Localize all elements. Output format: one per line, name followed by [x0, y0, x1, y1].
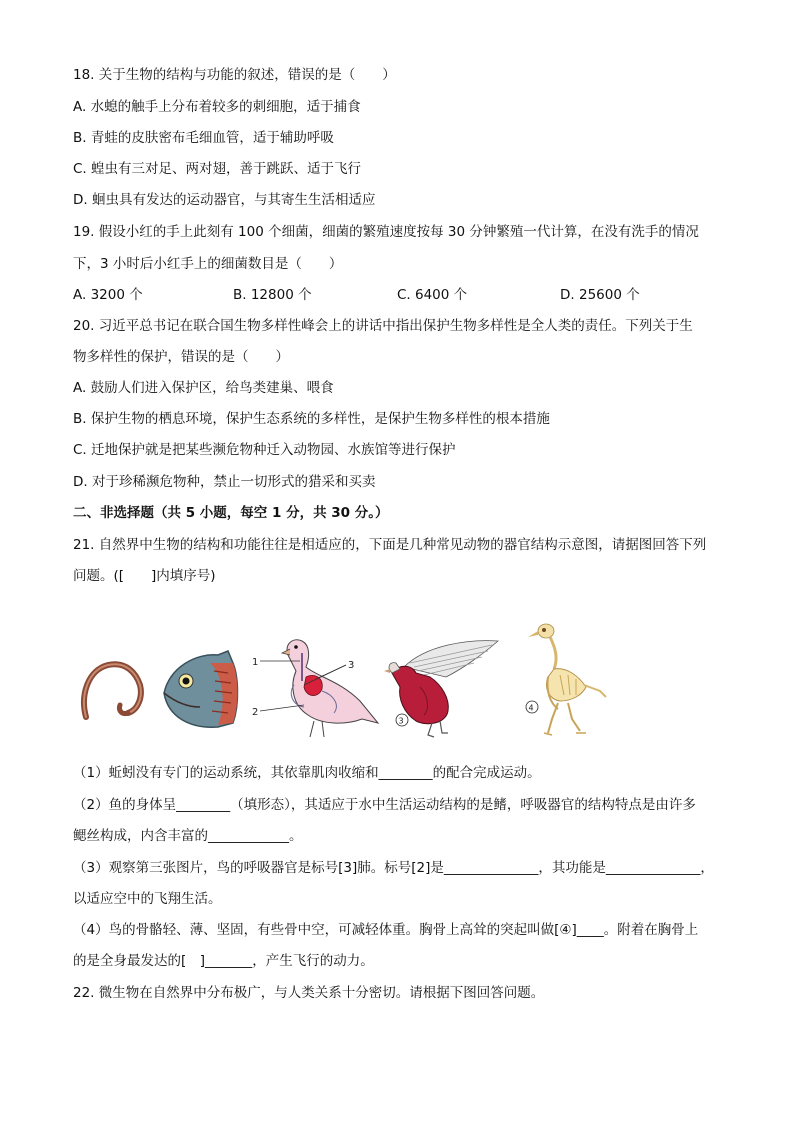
- q18-option-c: C. 蝗虫有三对足、两对翅，善于跳跃、适于飞行: [73, 161, 362, 177]
- q19-option-d: D. 25600 个: [560, 287, 640, 303]
- q18-stem: 18. 关于生物的结构与功能的叙述，错误的是（ ）: [73, 67, 396, 83]
- q20-stem-line2: 物多样性的保护，错误的是（ ）: [73, 349, 289, 365]
- q19-stem-line2: 下，3 小时后小红手上的细菌数目是（ ）: [73, 256, 343, 272]
- q21-sub3-line2: 以适应空中的飞翔生活。: [73, 891, 222, 907]
- bird-skeleton-figure: [526, 624, 606, 735]
- earthworm-figure: [84, 664, 141, 717]
- q20-option-c: C. 迁地保护就是把某些濒危物种迁入动物园、水族馆等进行保护: [73, 442, 456, 458]
- q18-option-a: A. 水螅的触手上分布着较多的刺细胞，适于捕食: [73, 99, 361, 115]
- q21-stem-line1: 21. 自然界中生物的结构和功能往往是相适应的，下面是几种常见动物的器官结构示意图，请据图回答下列: [73, 537, 707, 553]
- q20-option-b: B. 保护生物的栖息环境，保护生态系统的多样性，是保护生物多样性的根本措施: [73, 411, 550, 427]
- q19-option-c: C. 6400 个: [397, 287, 468, 303]
- q21-sub2-line1: （2）鱼的身体呈________（填形态），其适应于水中生活运动结构的是鳍，呼吸器官的结构特点是由许多: [73, 797, 696, 813]
- q19-option-b: B. 12800 个: [233, 287, 312, 303]
- figure-label-3: 3: [348, 660, 355, 671]
- q18-option-b: B. 青蛙的皮肤密布毛细血管，适于辅助呼吸: [73, 130, 334, 146]
- q20-stem-line1: 20. 习近平总书记在联合国生物多样性峰会上的讲话中指出保护生物多样性是全人类的责任。下列关于生: [73, 318, 693, 334]
- q21-sub1: （1）蚯蚓没有专门的运动系统，其依靠肌肉收缩和________的配合完成运动。: [73, 765, 541, 781]
- section-heading: 二、非选择题（共 5 小题，每空 1 分，共 30 分。）: [73, 505, 389, 521]
- q21-sub3-line1: （3）观察第三张图片，鸟的呼吸器官是标号[3]肺。标号[2]是______________，其功能是______________，: [73, 860, 714, 876]
- q21-sub2-line2: 鳃丝构成，内含丰富的____________。: [73, 828, 303, 844]
- q22-stem: 22. 微生物在自然界中分布极广，与人类关系十分密切。请根据下图回答问题。: [73, 985, 545, 1001]
- figure-label-circled-4: 4: [528, 703, 534, 713]
- pigeon-respiratory-figure: [252, 640, 378, 737]
- q21-stem-line2: 问题。([ ]内填序号): [73, 568, 216, 584]
- q18-option-d: D. 蛔虫具有发达的运动器官，与其寄生生活相适应: [73, 192, 376, 208]
- animal-figures: [78, 615, 618, 745]
- q21-sub4-line2: 的是全身最发达的[ ]_______，产生飞行的动力。: [73, 953, 374, 969]
- q20-option-a: A. 鼓励人们进入保护区，给鸟类建巢、喂食: [73, 380, 334, 396]
- q19-option-a: A. 3200 个: [73, 287, 143, 303]
- figure-label-2: 2: [252, 707, 259, 718]
- figure-label-1: 1: [252, 657, 259, 668]
- bird-muscle-figure: [384, 641, 498, 737]
- fish-head-figure: [164, 651, 238, 727]
- q21-sub4-line1: （4）鸟的骨骼轻、薄、坚固，有些骨中空，可减轻体重。胸骨上高耸的突起叫做[④]____。附着在胸骨上: [73, 922, 699, 938]
- figure-label-circled-3: 3: [398, 716, 404, 726]
- q19-stem-line1: 19. 假设小红的手上此刻有 100 个细菌，细菌的繁殖速度按每 30 分钟繁殖一代计算，在没有洗手的情况: [73, 224, 699, 240]
- q20-option-d: D. 对于珍稀濒危物种，禁止一切形式的猎采和买卖: [73, 474, 376, 490]
